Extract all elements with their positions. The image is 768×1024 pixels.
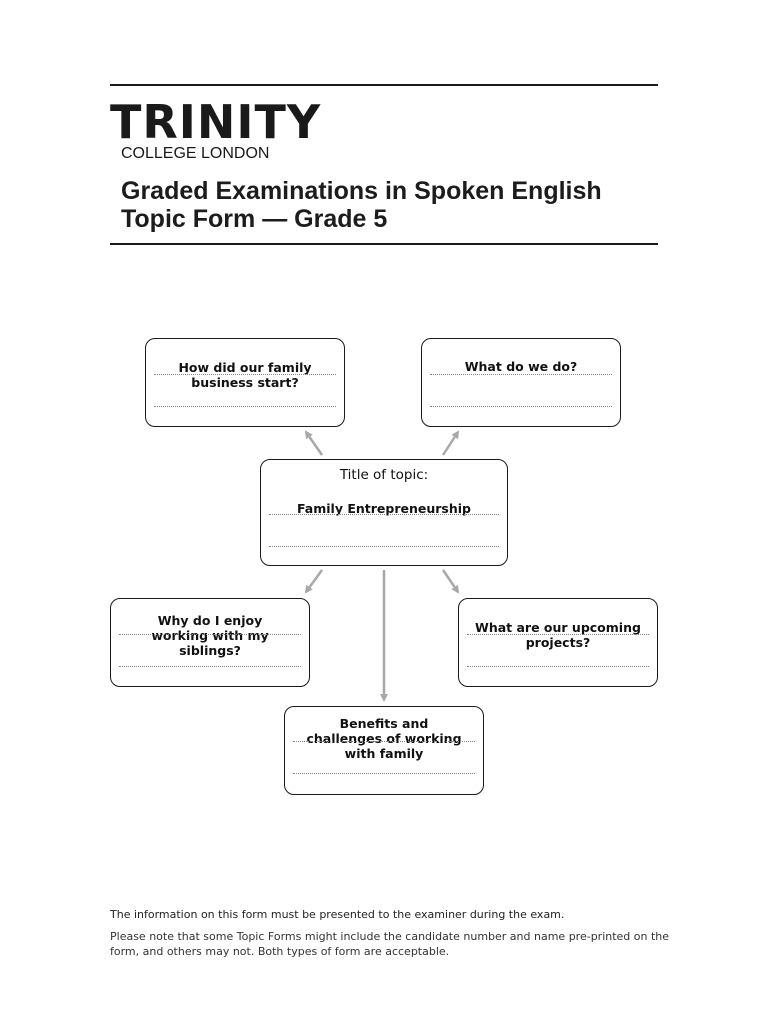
footer-note-required: The information on this form must be presented to the examiner during the exam. <box>110 908 565 921</box>
dotted-line <box>119 666 301 667</box>
footer-note-preprinted: Please note that some Topic Forms might include the candidate number and name pre-printed on the form, and others may not. Both types of form are acceptable. <box>110 930 670 958</box>
dotted-line <box>269 514 499 515</box>
topic-question: Why do I enjoy working with my siblings? <box>151 613 269 658</box>
topic-question: How did our family business start? <box>178 360 312 390</box>
topic-box-top-right[interactable] <box>421 338 621 427</box>
topic-question: Benefits and challenges of working with family <box>306 716 462 761</box>
topic-title-label: Title of topic: <box>339 467 429 483</box>
arrow-to-mid-right <box>443 570 458 592</box>
arrow-to-top-right <box>443 432 458 455</box>
title-line-2: Topic Form — Grade 5 <box>121 205 388 233</box>
title-line-1: Graded Examinations in Spoken English <box>121 177 602 205</box>
logo-subtitle: COLLEGE LONDON <box>121 145 270 162</box>
topic-box-bottom[interactable] <box>284 706 484 795</box>
dotted-line <box>154 374 336 375</box>
dotted-line <box>269 546 499 547</box>
dotted-line <box>467 666 649 667</box>
dotted-line <box>430 406 612 407</box>
topic-box-mid-right[interactable] <box>458 598 658 687</box>
dotted-line <box>293 773 475 774</box>
dotted-line <box>154 406 336 407</box>
topic-question: What do we do? <box>464 359 578 374</box>
topic-box-mid-left[interactable] <box>110 598 310 687</box>
arrow-to-mid-left <box>306 570 322 592</box>
dotted-line <box>430 374 612 375</box>
topic-title-value: Family Entrepreneurship <box>297 501 471 516</box>
dotted-line <box>119 634 301 635</box>
topic-question: What are our upcoming projects? <box>475 620 641 650</box>
arrow-to-top-left <box>306 432 322 455</box>
topic-title-box[interactable] <box>260 459 508 566</box>
dotted-line <box>467 634 649 635</box>
dotted-line <box>293 741 475 742</box>
topic-box-top-left[interactable] <box>145 338 345 427</box>
trinity-logo: TRINITY <box>110 95 322 149</box>
